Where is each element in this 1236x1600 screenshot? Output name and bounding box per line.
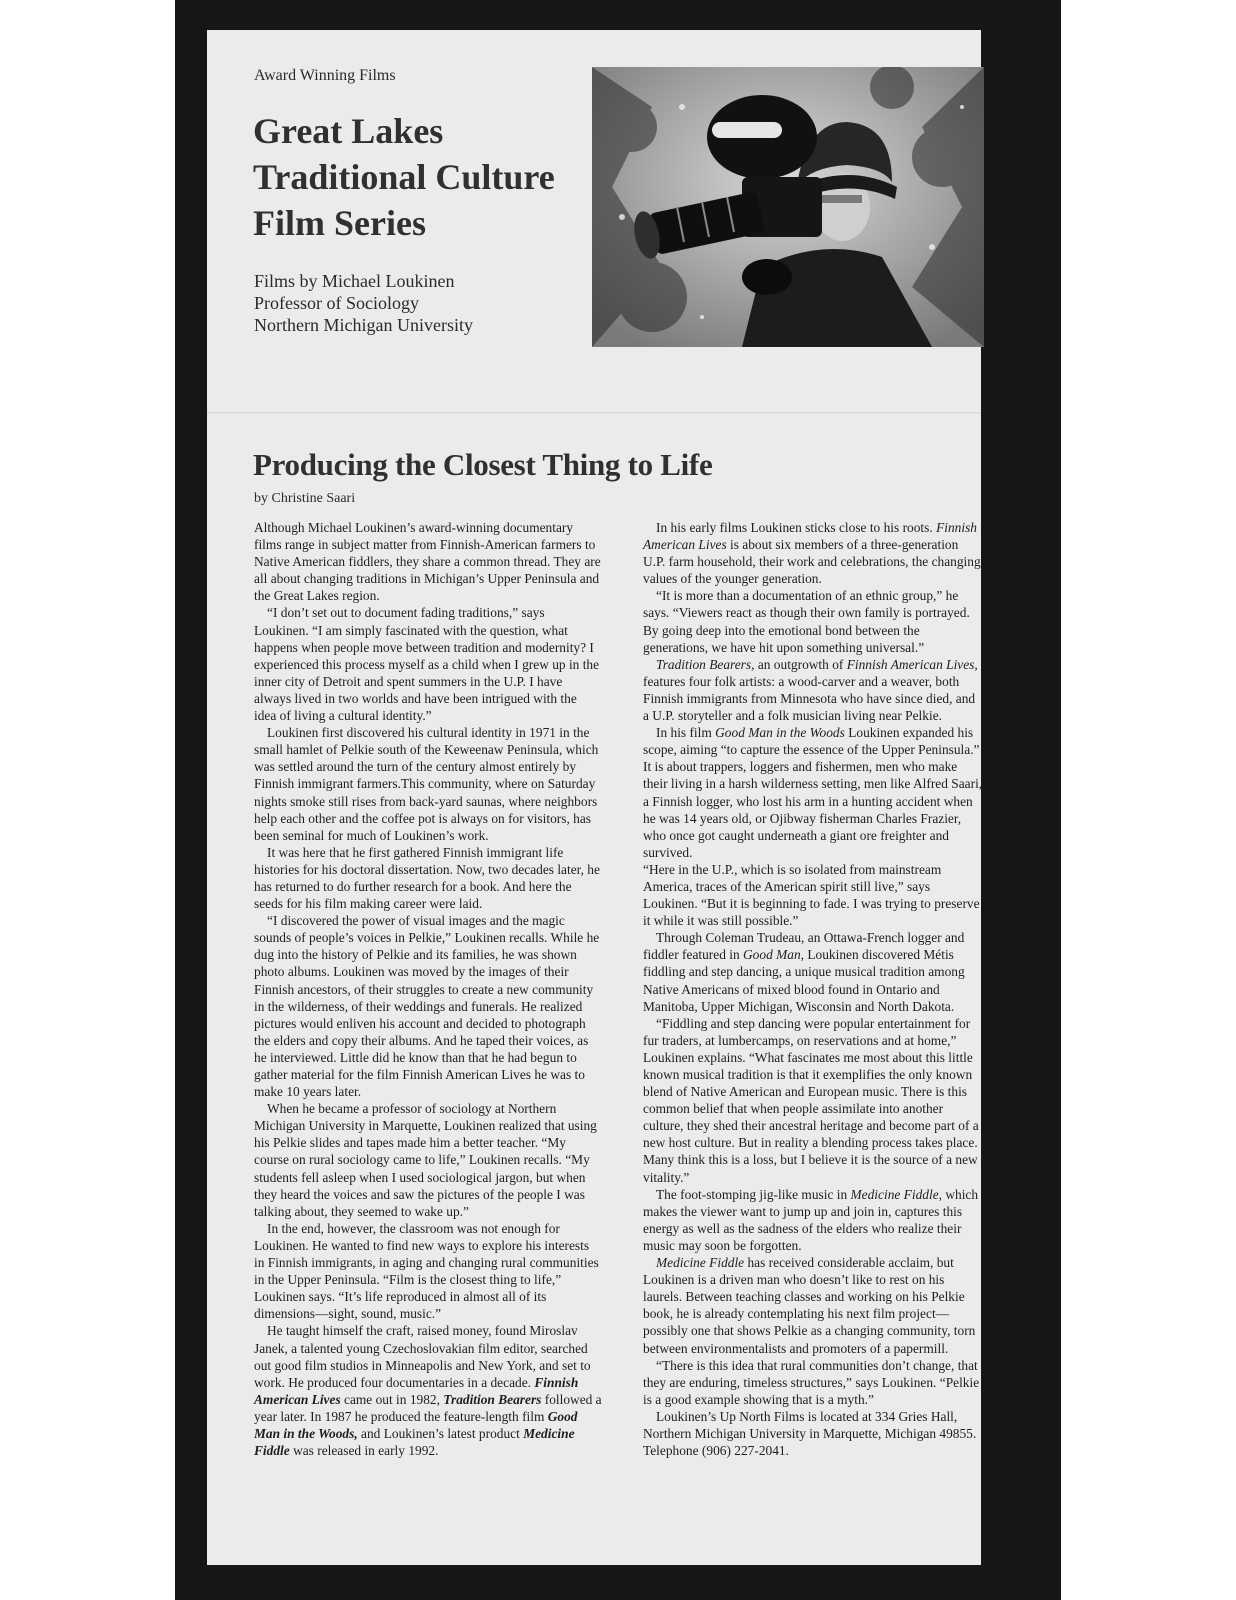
film-title: Medicine Fiddle bbox=[254, 1425, 575, 1459]
text-run: Through Coleman Trudeau, an Ottawa-French logger and fiddler featured in bbox=[643, 930, 965, 963]
page-title bbox=[253, 108, 593, 246]
film-title: Tradition Bearers bbox=[443, 1391, 542, 1407]
paragraph: “Fiddling and step dancing were popular entertainment for fur traders, at lumbercamps, on reservations and at home,” Loukinen explains. “What fascinates me most about this little known musical tradition is that it exemplifies the only known blend of Native American and European music. There is this common belief that when people assimilate into another culture, they shed their ancestral heritage and become part of a new host culture. But in reality a blending process takes place. Many think this is a loss, but I believe it is the source of a new vitality.” bbox=[643, 1015, 979, 1185]
article-column-left bbox=[254, 519, 602, 1459]
paragraph bbox=[643, 656, 983, 724]
text-run: In his early films Loukinen sticks close to his roots. bbox=[656, 520, 937, 535]
credit-line: Professor of Sociology bbox=[254, 293, 419, 313]
paragraph bbox=[643, 1186, 983, 1254]
paragraph: It was here that he first gathered Finnish immigrant life histories for his doctoral dissertation. Now, two decades later, he has returned to do further research for a book. And here the seeds for his film making career were laid. bbox=[254, 844, 600, 912]
paragraph: “Here in the U.P., which is so isolated from mainstream America, traces of the American spirit still live,” says Loukinen. “But it is beginning to fade. I was trying to preserve it while it was still possible.” bbox=[643, 861, 980, 929]
text-run: which makes the viewer want to jump up and join in, captures this energy as well as the sadness of the elders who realize their music may soon be forgotten. bbox=[643, 1186, 979, 1253]
film-title: Medicine Fiddle, bbox=[850, 1186, 942, 1202]
paragraph: “I don’t set out to document fading traditions,” says Loukinen. “I am simply fascinated with the question, what happens when people move between tradition and modernity? I experienced this process myself as a child when I grew up in the inner city of Detroit and spent summers in the U.P. I have always lived in two worlds and have been intrigued with the idea of living a cultural identity.” bbox=[254, 605, 600, 724]
article-column-right bbox=[643, 519, 983, 1459]
paragraph bbox=[643, 724, 983, 861]
text-run: has received considerable acclaim, but Loukinen is a driven man who doesn’t like to rest on his laurels. Between teaching classes and working on his Pelkie book, he is already contemplating his next film project—possibly one that shows Pelkie as a changing community, torn between environmentalists and promoters of a papermill. bbox=[643, 1255, 976, 1356]
text-run: followed a year later. In 1987 he produced the feature-length film bbox=[254, 1391, 602, 1424]
credit-line: Northern Michigan University bbox=[254, 315, 473, 335]
kicker: Award Winning Films bbox=[254, 67, 396, 84]
article-headline: Producing the Closest Thing to Life bbox=[253, 447, 713, 482]
text-run: an outgrowth of bbox=[754, 656, 847, 672]
film-title: Good Man in the Woods, bbox=[254, 1408, 578, 1441]
paragraph: “I discovered the power of visual images and the magic sounds of people’s voices in Pelkie,” Loukinen recalls. While he dug into the history of Pelkie and its families, he was shown photo albums. Loukinen was moved by the images of their Finnish ancestors, of their struggles to create a new community in the wilderness, of their weddings and funerals. He realized pictures would enliven his account and decided to photograph the elders and copy their albums. And he taped their voices, as he interviewed. Little did he know than that he had begun to gather material for the film Finnish American Lives he was to make 10 years later. bbox=[254, 913, 600, 1100]
paragraph bbox=[643, 519, 983, 587]
paragraph bbox=[643, 929, 983, 1014]
article-byline: by Christine Saari bbox=[254, 491, 356, 506]
film-title: Good Man in the Woods bbox=[715, 725, 845, 741]
paragraph: Loukinen first discovered his cultural identity in 1971 in the small hamlet of Pelkie south of the Keweenaw Peninsula, which was settled around the turn of the century almost entirely by Finnish immigrant farmers.This community, where on Saturday nights smoke still rises from back-yard saunas, where neighbors help each other and the coffee pot is always on for visitors, has been seminal for much of Loukinen’s work. bbox=[254, 725, 599, 843]
text-run: was released in early 1992. bbox=[289, 1443, 439, 1459]
text-run: features four folk artists: a wood-carver and a weaver, both Finnish immigrants from Minnesota who have since died, and a U.P. storyteller and a folk musician living near Pelkie. bbox=[643, 673, 976, 724]
text-run: is about six members of a three-generation U.P. farm household, their work and celebrations, the changing values of the younger generation. bbox=[643, 537, 981, 587]
filmmaker-photo bbox=[592, 67, 984, 347]
text-run: Loukinen discovered Métis fiddling and step dancing, a unique musical tradition among Native Americans of mixed blood found in Ontario and Manitoba, Upper Michigan, Wisconsin and North Dakota. bbox=[643, 947, 965, 1014]
title-line: Traditional Culture bbox=[253, 157, 555, 197]
text-run: The foot-stomping jig-like music in bbox=[656, 1186, 851, 1202]
film-title: Finnish American Lives, bbox=[846, 656, 978, 672]
photo-filmmaker-with-camera-icon bbox=[592, 67, 984, 347]
title-line: Film Series bbox=[253, 203, 426, 243]
paragraph: When he became a professor of sociology at Northern Michigan University in Marquette, Loukinen realized that using his Pelkie slides and tapes made him a better teacher. “My course on rural sociology came to life,” Loukinen recalls. “My students fell asleep when I used sociological jargon, but when they heard the voices and saw the pictures of the people I was talking about, they seemed to wake up.” bbox=[254, 1101, 597, 1219]
paragraph: Loukinen’s Up North Films is located at 334 Gries Hall, Northern Michigan University in Marquette, Michigan 49855. Telephone (906) 227-2041. bbox=[643, 1408, 977, 1459]
paragraph: In the end, however, the classroom was not enough for Loukinen. He wanted to find new ways to explore his interests in Finnish immigrants, in aging and changing rural communities in the Upper Peninsula. “Film is the closest thing to life,” Loukinen says. “It’s life reproduced in almost all of its dimensions—sight, sound, music.” bbox=[254, 1220, 599, 1322]
paragraph: “There is this idea that rural communities don’t change, that they are enduring, timeless structures,” says Loukinen. “Pelkie is a good example showing that is a myth.” bbox=[643, 1357, 980, 1407]
film-title: Finnish American Lives bbox=[643, 520, 977, 553]
film-title: Good Man, bbox=[743, 947, 805, 963]
text-run: and Loukinen’s latest product bbox=[357, 1425, 524, 1441]
film-title: Finnish American Lives bbox=[254, 1374, 579, 1407]
title-line: Great Lakes bbox=[253, 111, 444, 151]
text-run: In his film bbox=[656, 725, 716, 741]
credit-line: Films by Michael Loukinen bbox=[254, 271, 455, 291]
text-run: Loukinen expanded his scope, aiming “to capture the essence of the Upper Peninsula.” It is about trappers, loggers and fishermen, men who make their living in a harsh wilderness setting, men like Alfred Saari, a Finnish logger, who lost his arm in a hunting accident when he was 14 years old, or Ojibway fisherman Charles Frazier, who once got caught underneath a giant ore freighter and survived. bbox=[643, 725, 983, 860]
text-run: He taught himself the craft, raised money, found Miroslav Janek, a talented young Czechoslovakian film editor, searched out good film studios in Minneapolis and New York, and set to work. He produced four documentaries in a decade. bbox=[254, 1323, 591, 1390]
paragraph bbox=[643, 1254, 983, 1357]
film-title: Tradition Bearers, bbox=[656, 656, 755, 672]
film-title: Medicine Fiddle bbox=[656, 1255, 745, 1271]
paragraph bbox=[254, 1322, 602, 1459]
fold-line bbox=[207, 412, 981, 415]
paragraph: Although Michael Loukinen’s award-winning documentary films range in subject matter from Finnish-American farmers to Native American fiddlers, they share a common thread. They are all about changing traditions in Michigan’s Upper Peninsula and the Great Lakes region. bbox=[254, 520, 601, 604]
film-credits bbox=[254, 270, 473, 336]
paragraph: “It is more than a documentation of an ethnic group,” he says. “Viewers react as though their own family is portrayed. By going deep into the emotional bond between the generations, we have hit upon something universal.” bbox=[643, 588, 970, 655]
text-run: came out in 1982, bbox=[340, 1391, 444, 1407]
